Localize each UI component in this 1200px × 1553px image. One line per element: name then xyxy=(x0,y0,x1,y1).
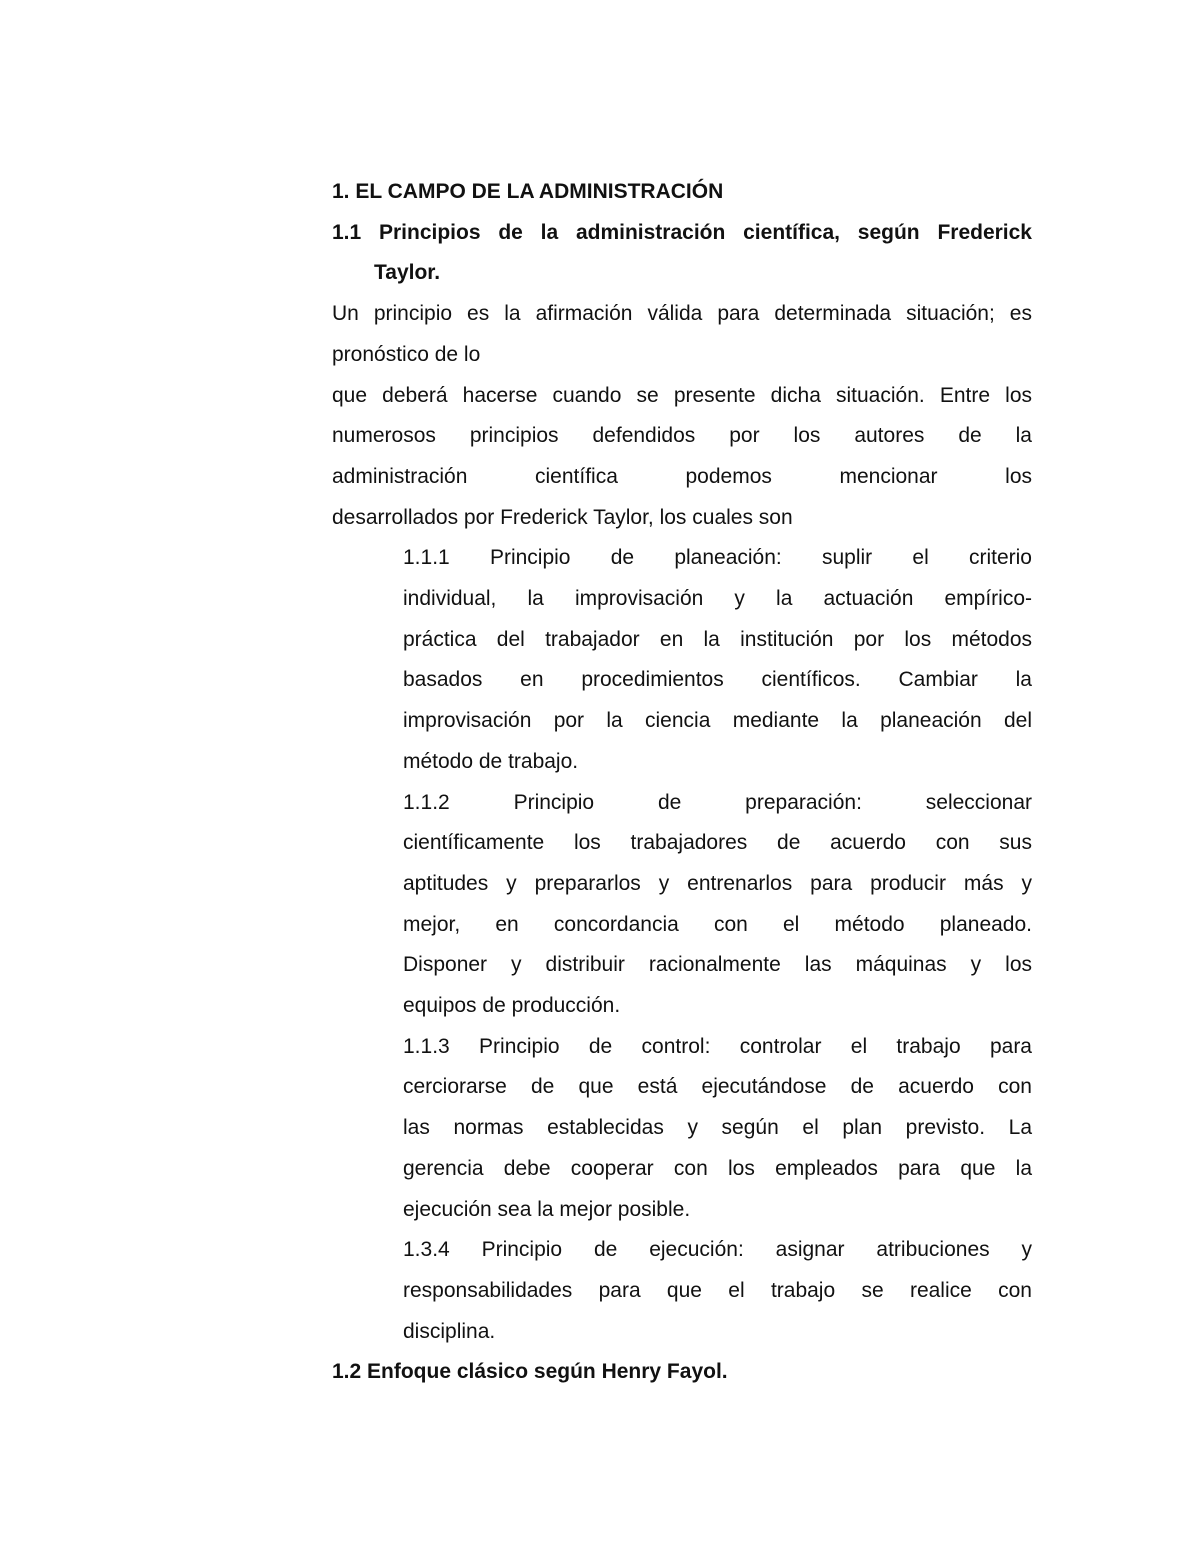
intro-line: que deberá hacerse cuando se presente dicha situación. Entre los xyxy=(332,383,1032,407)
principle-control xyxy=(403,1027,1032,1231)
principle-preparacion xyxy=(403,783,1032,1027)
principle-line: cerciorarse de que está ejecutándose de acuerdo con xyxy=(403,1075,1032,1099)
principle-line: método de trabajo. xyxy=(403,749,579,773)
principle-line: 1.1.3 Principio de control: controlar el trabajo para xyxy=(403,1034,1032,1058)
subsection-heading-1-1-line-1: 1.1 Principios de la administración científica, según Frederick xyxy=(332,220,1032,244)
principle-line: disciplina. xyxy=(403,1319,496,1343)
principle-ejecucion xyxy=(403,1230,1032,1352)
subsection-heading-1-2: 1.2 Enfoque clásico según Henry Fayol. xyxy=(332,1360,728,1384)
principle-line: las normas establecidas y según el plan previsto. La xyxy=(403,1116,1032,1140)
intro-line: desarrollados por Frederick Taylor, los cuales son xyxy=(332,505,793,529)
subsection-heading-1-1-line-2: Taylor. xyxy=(374,261,441,285)
intro-line: administración científica podemos mencionar los xyxy=(332,464,1032,488)
principle-planeacion xyxy=(403,538,1032,782)
document-page xyxy=(332,172,1032,1393)
section-heading-1: 1. EL CAMPO DE LA ADMINISTRACIÓN xyxy=(332,180,724,203)
principle-line: responsabilidades para que el trabajo se realice con xyxy=(403,1278,1032,1302)
intro-line: pronóstico de lo xyxy=(332,342,481,366)
principle-line: aptitudes y prepararlos y entrenarlos para producir más y xyxy=(403,871,1032,895)
intro-line: Un principio es la afirmación válida para determinada situación; es xyxy=(332,302,1032,326)
principle-line: 1.3.4 Principio de ejecución: asignar atribuciones y xyxy=(403,1238,1032,1262)
principle-line: 1.1.2 Principio de preparación: seleccionar xyxy=(403,790,1032,814)
principle-line: improvisación por la ciencia mediante la planeación del xyxy=(403,709,1032,733)
principle-line: científicamente los trabajadores de acuerdo con sus xyxy=(403,831,1032,855)
principle-line: individual, la improvisación y la actuación empírico- xyxy=(403,587,1032,611)
intro-paragraph xyxy=(332,294,1032,538)
principle-line: basados en procedimientos científicos. Cambiar la xyxy=(403,668,1032,692)
principle-line: equipos de producción. xyxy=(403,994,621,1018)
principle-line: Disponer y distribuir racionalmente las máquinas y los xyxy=(403,953,1032,977)
principle-line: 1.1.1 Principio de planeación: suplir el criterio xyxy=(403,546,1032,570)
intro-line: numerosos principios defendidos por los autores de la xyxy=(332,424,1032,448)
principle-line: práctica del trabajador en la institución por los métodos xyxy=(403,627,1032,651)
principle-line: mejor, en concordancia con el método planeado. xyxy=(403,912,1032,936)
principle-line: gerencia debe cooperar con los empleados para que la xyxy=(403,1156,1032,1180)
principle-line: ejecución sea la mejor posible. xyxy=(403,1197,691,1221)
